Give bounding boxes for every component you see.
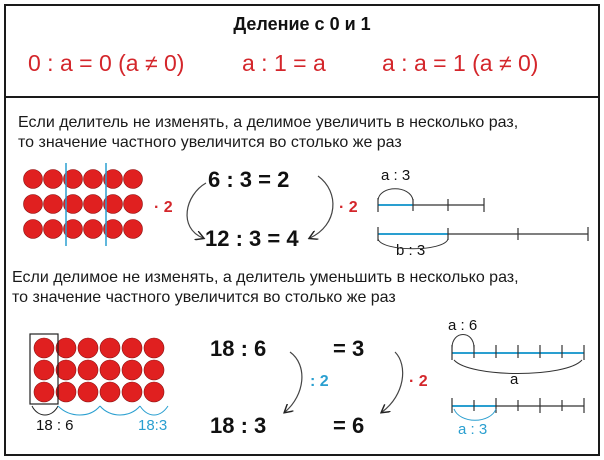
rule-zero: 0 : a = 0 (a ≠ 0): [28, 50, 185, 76]
section2-dot: [56, 382, 76, 402]
section2-dot: [78, 338, 98, 358]
section2-dot: [34, 382, 54, 402]
section1-left-multiplier: · 2: [154, 199, 173, 216]
page-title: Деление с 0 и 1: [233, 14, 371, 34]
section2-dot: [122, 338, 142, 358]
section2-equation-top-right: = 3: [333, 336, 365, 361]
section2-right-arrow: [382, 352, 403, 412]
section2-left-arrow: [285, 352, 302, 412]
section2-dot: [56, 338, 76, 358]
section2-dot: [56, 360, 76, 380]
section2-dot: [144, 360, 164, 380]
section2-dot: [122, 360, 142, 380]
section2-dot-grid: [30, 334, 168, 415]
section2-dot: [100, 360, 120, 380]
section2-segment-top-label: a : 6: [448, 317, 478, 334]
section2-dot: [144, 382, 164, 402]
section1-dot: [24, 220, 43, 239]
section1-segment-bottom: [378, 227, 588, 249]
section1-dot: [84, 220, 103, 239]
section1-dot: [84, 195, 103, 214]
section2-equation-bottom-left: 18 : 3: [210, 413, 267, 438]
section1-dot: [44, 195, 63, 214]
section1-right-multiplier: · 2: [339, 199, 358, 216]
section2-dot: [144, 338, 164, 358]
section2-text-line1: Если делимое не изменять, а делитель уменьшить в несколько раз,: [12, 269, 519, 286]
section1-left-arrow: [187, 183, 206, 238]
rule-one: a : 1 = a: [242, 50, 326, 76]
section1-text-line2: то значение частного увеличится во столько же раз: [18, 134, 402, 151]
section1-equation-top: 6 : 3 = 2: [208, 167, 290, 192]
section1-dot-grid: [24, 163, 143, 246]
section1-segment-bottom-label: b : 3: [396, 242, 426, 259]
section1-segment-top-label: a : 3: [381, 167, 411, 184]
section1-dot: [124, 195, 143, 214]
section2-segment-bottom: [452, 398, 584, 420]
section1-equation-bottom: 12 : 3 = 4: [205, 226, 299, 251]
section2-dot: [78, 360, 98, 380]
section2-segment-mid-label: a: [510, 371, 519, 388]
section2-segment-top: [452, 335, 584, 374]
section2-dot: [34, 338, 54, 358]
rule-self: a : a = 1 (a ≠ 0): [382, 50, 539, 76]
section1-dot: [24, 170, 43, 189]
section2-left-divider: : 2: [310, 373, 329, 390]
section2-dot: [122, 382, 142, 402]
section2-segment-bottom-label: a : 3: [458, 421, 488, 438]
section2-text-line2: то значение частного увеличится во столько же раз: [12, 289, 396, 306]
section1-dot: [84, 170, 103, 189]
section2-dot: [100, 382, 120, 402]
section2-equation-bottom-right: = 6: [333, 413, 365, 438]
section2-equation-top-left: 18 : 6: [210, 336, 267, 361]
section2-dot: [78, 382, 98, 402]
section1-dot: [44, 170, 63, 189]
section1-text-line1: Если делитель не изменять, а делимое увеличить в несколько раз,: [18, 114, 519, 131]
section1-segment-top: [378, 189, 484, 212]
section1-dot: [44, 220, 63, 239]
section2-dot: [34, 360, 54, 380]
section1-dot: [124, 220, 143, 239]
section2-right-multiplier: · 2: [409, 373, 428, 390]
section2-grid-label-black: 18 : 6: [36, 417, 74, 434]
section2-dot: [100, 338, 120, 358]
section1-dot: [124, 170, 143, 189]
section1-right-arrow: [310, 176, 333, 238]
section2-grid-label-blue: 18:3: [138, 417, 168, 434]
section1-dot: [24, 195, 43, 214]
